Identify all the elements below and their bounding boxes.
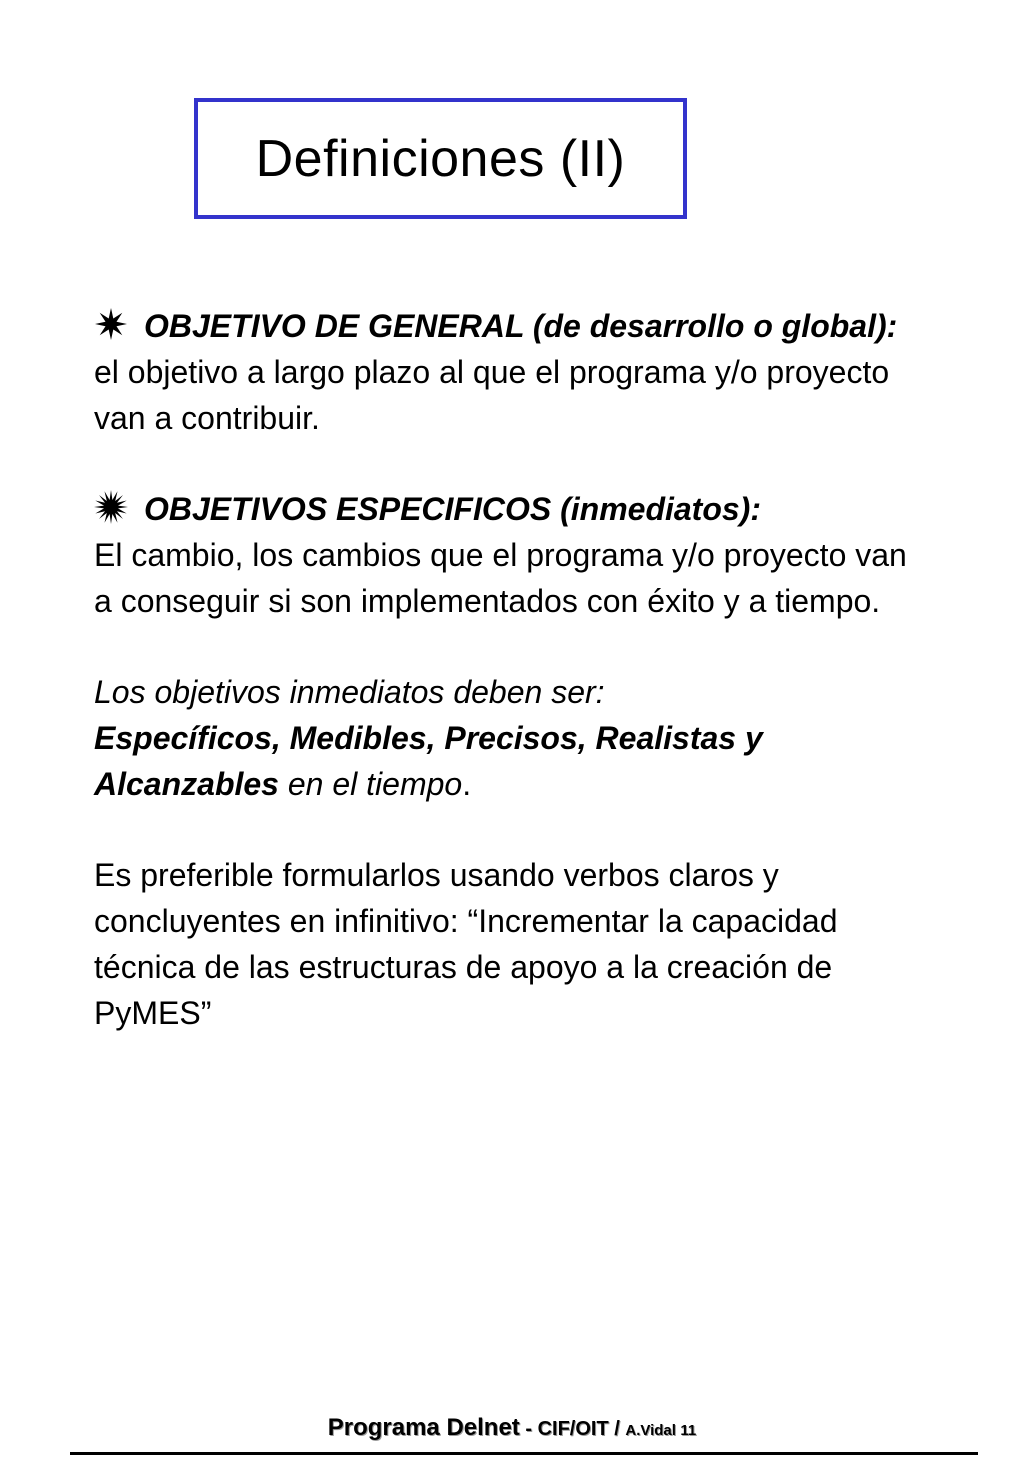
page-number: 11 xyxy=(680,1422,697,1439)
criteria-suffix: en el tiempo xyxy=(278,766,463,802)
footer-divider xyxy=(70,1452,978,1455)
specific-objectives-paragraph xyxy=(94,486,924,624)
slide-content xyxy=(94,303,924,1036)
general-objective-text: el objetivo a largo plazo al que el programa y/o proyecto van a contribuir. xyxy=(94,354,890,436)
specific-objectives-text: El cambio, los cambios que el programa y/o proyecto van a conseguir si son implementados con éxito y a tiempo. xyxy=(94,537,907,619)
recommendation-paragraph: Es preferible formularlos usando verbos claros y concluyentes en infinitivo: “Incrementar la capacidad técnica de las estructuras de apoyo a la creación de PyMES” xyxy=(94,857,838,1031)
general-objective-label: OBJETIVO DE GENERAL (de desarrollo o global): xyxy=(144,308,898,344)
specific-objectives-label: OBJETIVOS ESPECIFICOS (inmediatos): xyxy=(144,491,761,527)
footer-program: Programa Delnet xyxy=(327,1414,520,1441)
title-box xyxy=(194,98,687,219)
footer xyxy=(0,1414,1024,1442)
criteria-end: . xyxy=(462,766,472,802)
footer-separator: - xyxy=(519,1418,538,1440)
criteria-paragraph xyxy=(94,669,924,807)
criteria-intro: Los objetivos inmediatos deben ser: xyxy=(94,674,605,710)
burst-star-icon xyxy=(94,490,128,524)
criteria-list: Específicos, Medibles, Precisos, Realistas y Alcanzables xyxy=(94,720,763,802)
footer-organization: CIF/OIT xyxy=(537,1418,609,1440)
general-objective-paragraph xyxy=(94,303,924,441)
page-title: Definiciones (II) xyxy=(255,129,626,188)
burst-star-icon xyxy=(94,307,128,341)
footer-author: A.Vidal xyxy=(625,1422,676,1439)
footer-separator: / xyxy=(608,1418,626,1440)
